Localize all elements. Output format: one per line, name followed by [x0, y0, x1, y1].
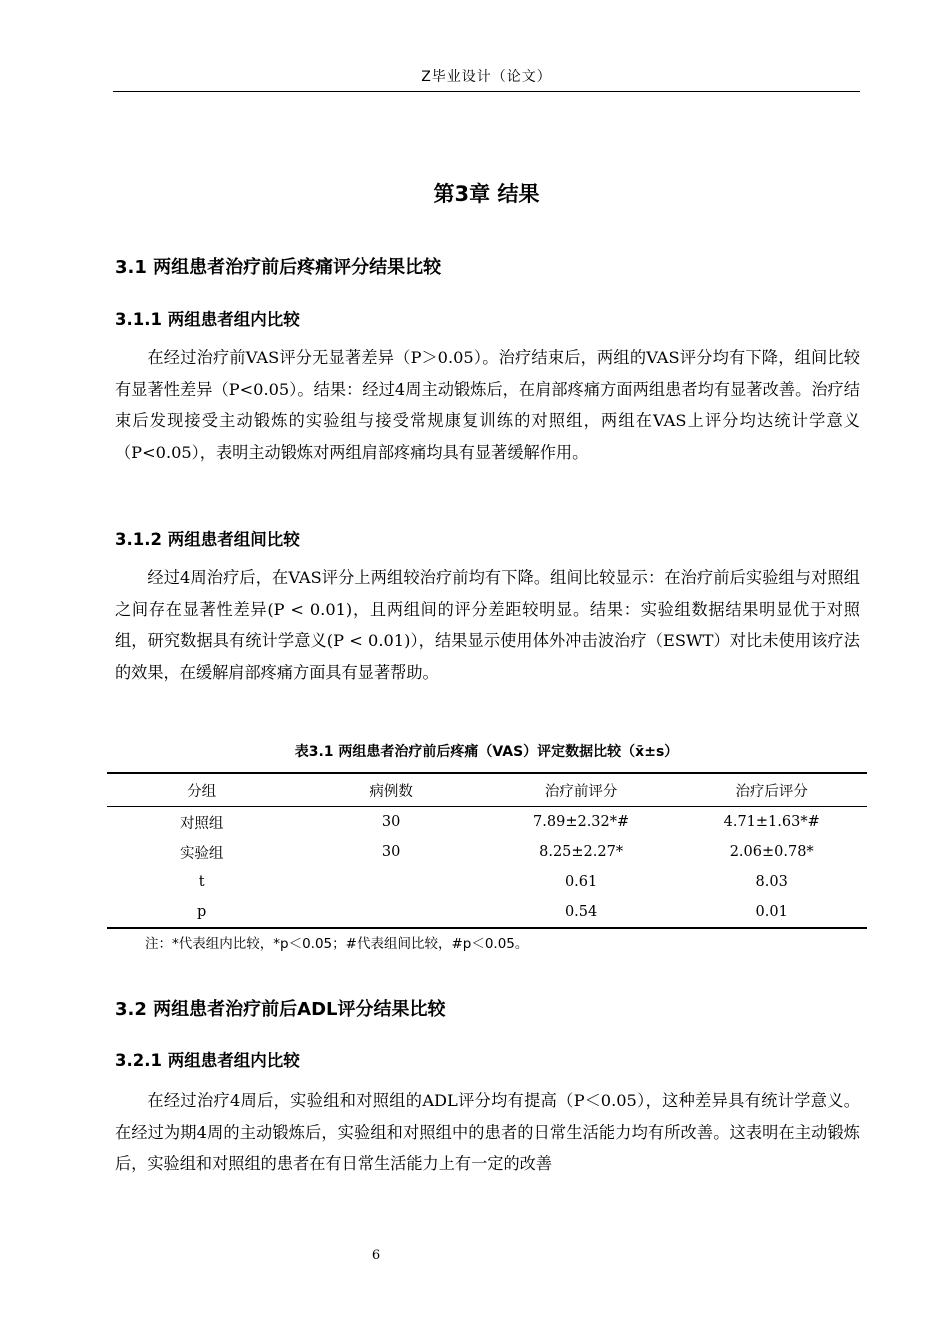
- chapter-title: 第3章 结果: [433, 182, 540, 206]
- table-cell: 30: [381, 814, 401, 830]
- section-3-1-heading: 3.1 两组患者治疗前后疼痛评分结果比较: [115, 257, 442, 278]
- page-header: Z毕业设计（论文）: [421, 69, 552, 85]
- table-row: [107, 897, 867, 928]
- table-cell: p: [107, 897, 296, 928]
- table-row: [107, 867, 867, 897]
- table-header-row: [107, 773, 867, 807]
- table-cell: t: [198, 874, 205, 890]
- table-cell: 0.61: [564, 874, 598, 890]
- section-3-1-1-heading: 3.1.1 两组患者组内比较: [115, 310, 300, 329]
- table-cell: 8.03: [755, 874, 788, 890]
- table-cell: 7.89±2.32*#: [533, 814, 630, 830]
- section-3-2-heading: 3.2 两组患者治疗前后ADL评分结果比较: [115, 999, 446, 1020]
- table-note: 注：*代表组内比较，*p＜0.05；#代表组间比较，#p＜0.05。: [145, 936, 529, 952]
- table-cell: 8.25±2.27*: [539, 844, 624, 860]
- table-cell: 4.71±1.63*#: [723, 814, 820, 830]
- table-header-cell: 病例数: [296, 773, 485, 807]
- table-cell: 0.01: [676, 897, 867, 928]
- table-row: [107, 837, 867, 867]
- table-cell: [296, 897, 485, 928]
- table-cell: 0.54: [486, 897, 677, 928]
- table-cell: 对照组: [179, 815, 224, 832]
- table-cell: 实验组: [179, 845, 224, 862]
- table-cell: [296, 867, 485, 897]
- section-3-2-1-paragraph: 在经过治疗4周后，实验组和对照组的ADL评分均有提高（P＜0.05），这种差异具有统计学意义。在经过为期4周的主动锻炼后，实验组和对照组中的患者的日常生活能力均有所改善。这表明在主动锻炼后，实验组和对照组的患者在有日常生活能力上有一定的改善: [115, 1091, 860, 1173]
- table-cell: 2.06±0.78*: [729, 844, 814, 860]
- table-header-cell: 治疗后评分: [676, 773, 867, 807]
- table-header-cell: 治疗前评分: [486, 773, 677, 807]
- section-3-1-2-paragraph: 经过4周治疗后，在VAS评分上两组较治疗前均有下降。组间比较显示：在治疗前后实验组与对照组之间存在显著性差异(P < 0.01)，且两组间的评分差距较明显。结果：实验组数据结果明显优于对照组，研究数据具有统计学意义(P < 0.01)），结果显示使用体外冲击波治疗（ESWT）对比未使用该疗法的效果，在缓解肩部疼痛方面具有显著帮助。: [115, 568, 860, 682]
- header-rule: [113, 91, 860, 92]
- table-header-cell: 分组: [107, 773, 296, 807]
- table-row: [107, 807, 867, 838]
- table-caption: 表3.1 两组患者治疗前后疼痛（VAS）评定数据比较（x̄±s）: [294, 744, 679, 760]
- page-number: 6: [371, 1248, 381, 1263]
- section-3-2-1-heading: 3.2.1 两组患者组内比较: [115, 1051, 300, 1070]
- vas-table: [107, 772, 867, 929]
- table-cell: 30: [381, 844, 401, 860]
- section-3-1-1-paragraph: 在经过治疗前VAS评分无显著差异（P＞0.05）。治疗结束后，两组的VAS评分均有下降，组间比较有显著性差异（P<0.05）。结果：经过4周主动锻炼后，在肩部疼痛方面两组患者均有显著改善。治疗结束后发现接受主动锻炼的实验组与接受常规康复训练的对照组，两组在VAS上评分均达统计学意义（P<0.05），表明主动锻炼对两组肩部疼痛均具有显著缓解作用。: [115, 348, 860, 462]
- section-3-1-2-heading: 3.1.2 两组患者组间比较: [115, 530, 300, 549]
